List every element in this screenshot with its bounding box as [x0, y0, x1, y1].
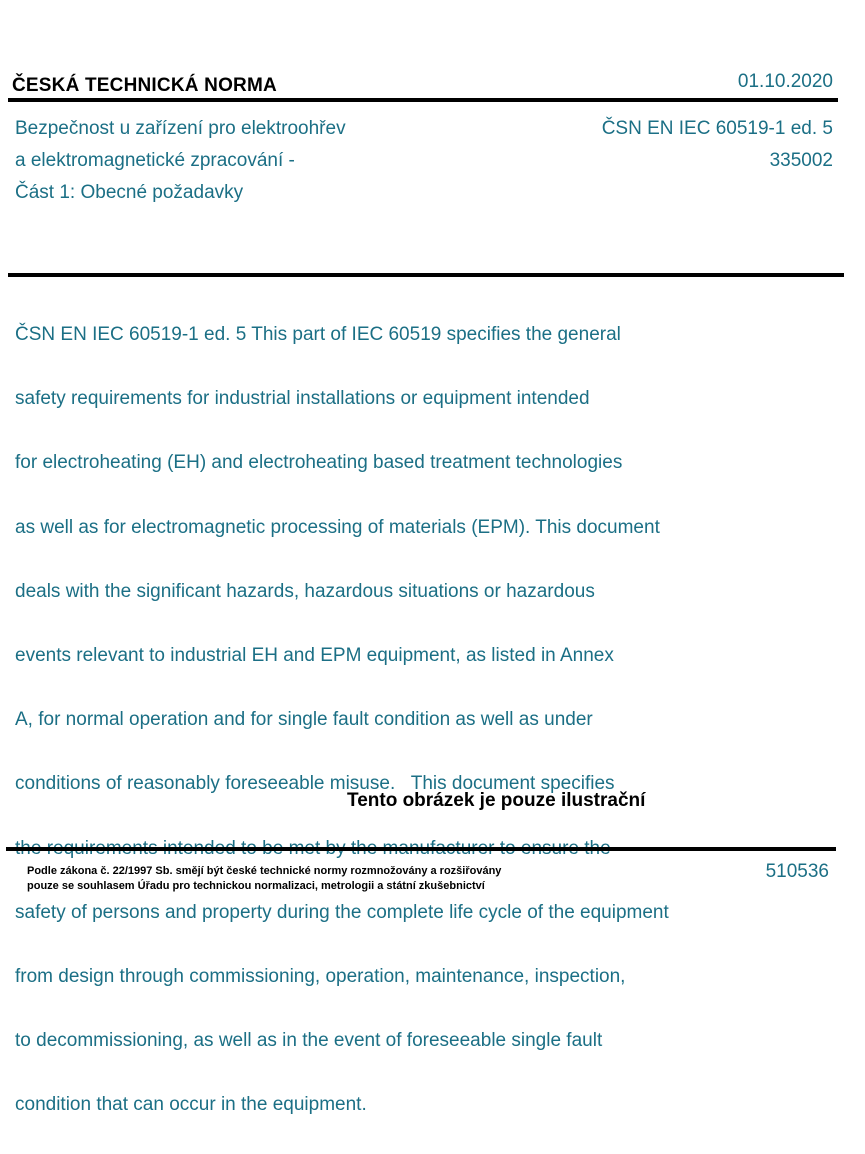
title-line: Část 1: Obecné požadavky	[15, 182, 244, 203]
abstract-line: from design through commissioning, operation, maintenance, inspection,	[15, 965, 626, 987]
abstract-line: safety requirements for industrial installations or equipment intended	[15, 388, 590, 410]
abstract-line: condition that can occur in the equipment.	[15, 1094, 367, 1116]
abstract-line: deals with the significant hazards, hazardous situations or hazardous	[15, 580, 595, 602]
standard-designation: ČSN EN IEC 60519-1 ed. 5	[601, 118, 833, 139]
legal-line: pouze se souhlasem Úřadu pro technickou normalizaci, metrologii a státní zkušebnictví	[27, 880, 485, 892]
abstract-text	[15, 287, 785, 1154]
illustration-note: Tento obrázek je pouze ilustrační	[347, 790, 646, 811]
standard-title	[15, 113, 346, 209]
norm-label: ČESKÁ TECHNICKÁ NORMA	[12, 75, 277, 96]
legal-line: Podle zákona č. 22/1997 Sb. smějí být české technické normy rozmnožovány a rozšiřovány	[27, 865, 502, 877]
title-line: a elektromagnetické zpracování -	[15, 150, 295, 171]
middle-divider	[8, 273, 844, 277]
bottom-divider	[6, 847, 836, 851]
abstract-line: A, for normal operation and for single fault condition as well as under	[15, 709, 593, 731]
standard-identifier	[602, 113, 833, 177]
title-line: Bezpečnost u zařízení pro elektroohřev	[15, 118, 346, 139]
abstract-line: to decommissioning, as well as in the event of foreseeable single fault	[15, 1030, 603, 1052]
issue-date: 01.10.2020	[737, 71, 833, 92]
legal-notice	[27, 864, 501, 894]
abstract-line: conditions of reasonably foreseeable misuse. This document specifies	[15, 773, 615, 795]
top-divider	[8, 98, 838, 102]
abstract-line: ČSN EN IEC 60519-1 ed. 5 This part of IEC 60519 specifies the general	[15, 324, 621, 346]
abstract-line: for electroheating (EH) and electroheating based treatment technologies	[15, 452, 623, 474]
class-number: 335002	[769, 150, 833, 171]
abstract-line: events relevant to industrial EH and EPM equipment, as listed in Annex	[15, 645, 614, 667]
abstract-line: as well as for electromagnetic processing of materials (EPM). This document	[15, 516, 660, 538]
document-number: 510536	[765, 861, 829, 882]
abstract-line: safety of persons and property during the complete life cycle of the equipment	[15, 901, 669, 923]
